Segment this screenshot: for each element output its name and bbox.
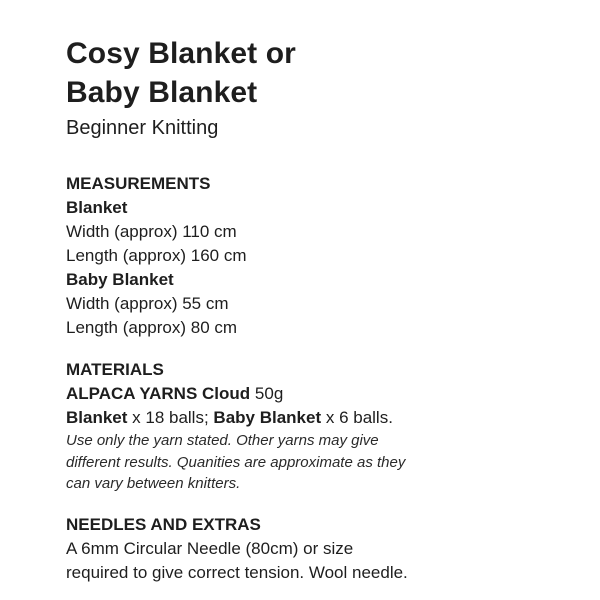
baby-blanket-width: Width (approx) 55 cm	[66, 294, 229, 313]
blanket-length: Length (approx) 160 cm	[66, 246, 247, 265]
materials-heading: MATERIALS	[66, 360, 164, 379]
page-title	[66, 34, 296, 112]
needles-line-1: A 6mm Circular Needle (80cm) or size	[66, 539, 354, 558]
blanket-qty-label: Blanket	[66, 408, 128, 427]
measurements-heading: MEASUREMENTS	[66, 174, 211, 193]
blanket-label: Blanket	[66, 198, 128, 217]
blanket-width: Width (approx) 110 cm	[66, 222, 237, 241]
yarn-name: ALPACA YARNS Cloud	[66, 384, 251, 403]
baby-blanket-length: Length (approx) 80 cm	[66, 318, 238, 337]
title-line-1: Cosy Blanket or	[66, 37, 296, 70]
measurements-section	[66, 172, 247, 340]
baby-blanket-qty-label: Baby Blanket	[213, 408, 322, 427]
needles-line-2: required to give correct tension. Wool needle.	[66, 563, 408, 582]
yarn-note-line-3: can vary between knitters.	[66, 475, 241, 492]
blanket-qty: x 18 balls;	[127, 408, 214, 427]
yarn-line	[66, 382, 405, 406]
yarn-weight: 50g	[250, 384, 284, 403]
needles-heading: NEEDLES AND EXTRAS	[66, 515, 261, 534]
needles-section	[66, 513, 408, 585]
title-line-2: Baby Blanket	[66, 76, 258, 109]
materials-section	[66, 358, 405, 495]
page-subtitle: Beginner Knitting	[66, 117, 219, 139]
yarn-note-line-2: different results. Quanities are approximate as they	[66, 453, 406, 471]
baby-blanket-qty: x 6 balls.	[321, 408, 393, 427]
baby-blanket-label: Baby Blanket	[66, 270, 174, 289]
yarn-note-line-1: Use only the yarn stated. Other yarns may give	[66, 432, 379, 449]
quantity-line	[66, 406, 405, 430]
